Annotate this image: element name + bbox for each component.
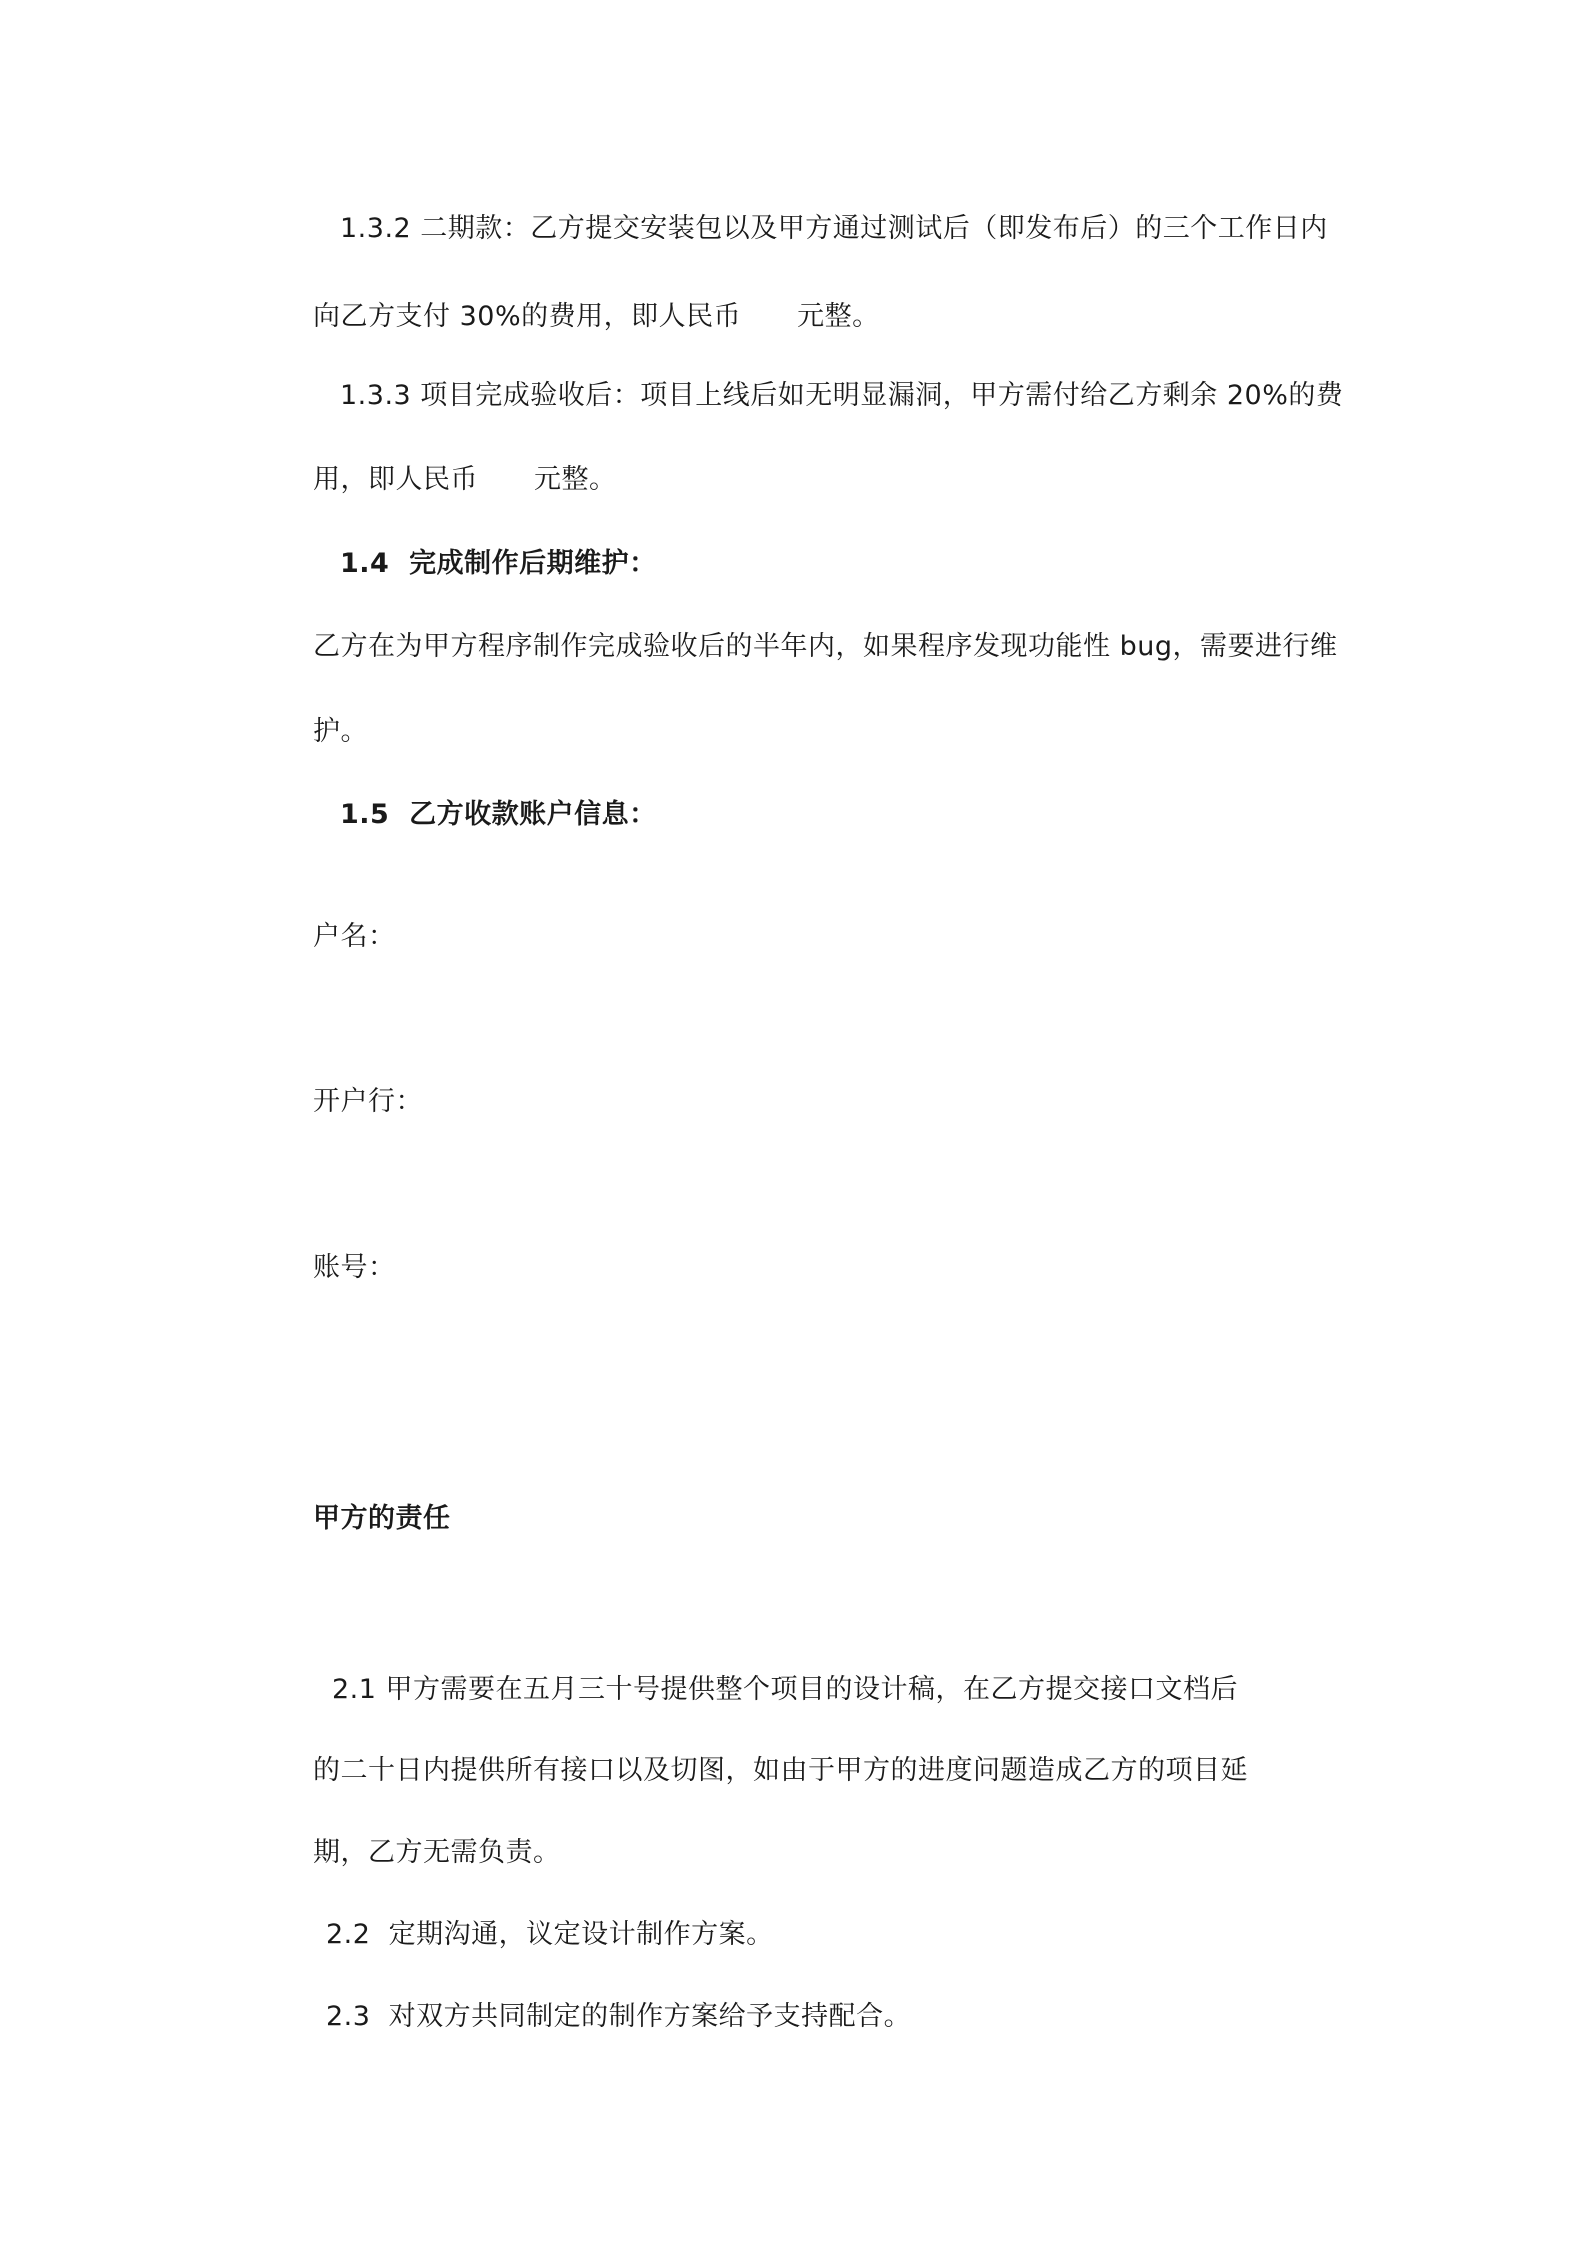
paragraph-2-3: 2.3 对双方共同制定的制作方案给予支持配合。: [326, 2001, 912, 2032]
paragraph-1-4-line-2: 护。: [313, 716, 368, 747]
paragraph-2-1-line-3: 期，乙方无需负责。: [313, 1837, 561, 1868]
paragraph-1-3-3-line-2: [313, 460, 617, 500]
yuan-text: 元整。: [797, 301, 880, 332]
account-name-label: 户名：: [313, 921, 396, 952]
payment-amount-text: 向乙方支付 30%的费用，即人民币: [313, 301, 742, 332]
yuan-text: 元整。: [534, 464, 617, 495]
heading-1-4: 1.4 完成制作后期维护：: [340, 548, 657, 579]
paragraph-2-1-line-1: 2.1 甲方需要在五月三十号提供整个项目的设计稿，在乙方提交接口文档后: [332, 1674, 1239, 1705]
payment-amount-text: 用，即人民币: [313, 464, 478, 495]
paragraph-2-1-line-2: 的二十日内提供所有接口以及切图，如由于甲方的进度问题造成乙方的项目延: [313, 1755, 1248, 1786]
heading-1-5: 1.5 乙方收款账户信息：: [340, 799, 657, 830]
paragraph-1-3-2-line-2: [313, 297, 880, 337]
section-heading-party-a-responsibilities: 甲方的责任: [313, 1503, 451, 1534]
bank-label: 开户行：: [313, 1086, 423, 1117]
paragraph-1-3-2-line-1: 1.3.2 二期款：乙方提交安装包以及甲方通过测试后（即发布后）的三个工作日内: [340, 213, 1328, 244]
paragraph-2-2: 2.2 定期沟通，议定设计制作方案。: [326, 1919, 774, 1950]
paragraph-1-4-line-1: 乙方在为甲方程序制作完成验收后的半年内，如果程序发现功能性 bug，需要进行维: [313, 631, 1338, 662]
paragraph-1-3-3-line-1: 1.3.3 项目完成验收后：项目上线后如无明显漏洞，甲方需付给乙方剩余 20%的费: [340, 380, 1344, 411]
account-number-label: 账号：: [313, 1252, 396, 1283]
